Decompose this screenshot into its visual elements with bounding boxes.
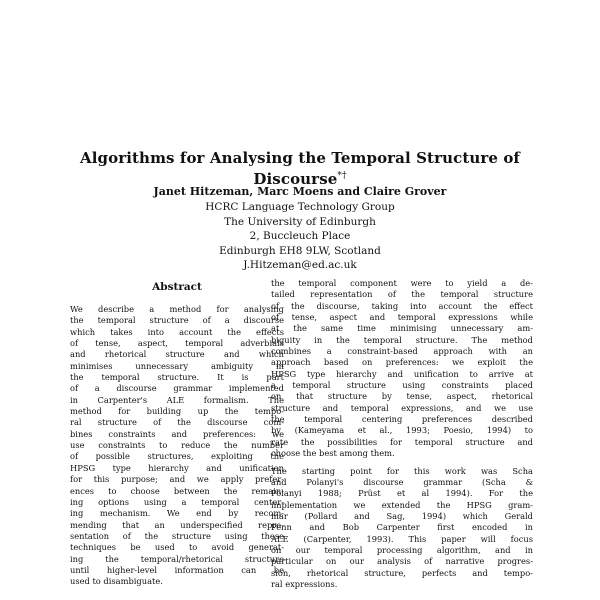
text-line: biguity in the temporal structure. The method: [271, 334, 533, 345]
text-line: the temporal component were to yield a de-: [271, 278, 533, 288]
title-line-2-text: Discourse: [253, 170, 338, 188]
text-line: of the discourse, taking into account the effect: [271, 300, 533, 311]
text-line: HPSG type hierarchy and unification to arrive at: [271, 368, 533, 379]
text-line: The starting point for this work was Scha: [271, 465, 533, 476]
title-footnote-mark: *†: [337, 171, 347, 181]
affiliation-block: [40, 200, 560, 273]
title-line-1: Algorithms for Analysing the Temporal Structure of: [80, 149, 520, 167]
affiliation-line: 2, Buccleuch Place: [249, 230, 351, 242]
text-line: Penn and Bob Carpenter first encoded in: [271, 522, 533, 533]
text-line: rate the possibilities for temporal structure and: [271, 436, 533, 447]
text-line: sion, rhetorical structure, perfects and tempo-: [271, 567, 533, 578]
text-line: on our temporal processing algorithm, and in: [271, 544, 533, 555]
text-line: a temporal structure using constraints placed: [271, 380, 533, 391]
text-line: in Carpenter's ALE formalism. The: [70, 394, 284, 405]
abstract-body: [70, 304, 284, 588]
affiliation-line: Edinburgh EH8 9LW, Scotland: [219, 244, 381, 257]
text-line: of possible structures, exploiting the: [70, 451, 284, 462]
text-line: on that structure by tense, aspect, rhetorical: [271, 391, 533, 402]
text-line: ral structure of the discourse com-: [70, 417, 284, 428]
introduction-body: [271, 278, 533, 590]
text-line: ALE (Carpenter, 1993). This paper will focus: [271, 533, 533, 544]
text-line: at the same time minimising unnecessary am-: [271, 323, 533, 334]
text-line: bines constraints and preferences: we: [70, 428, 284, 439]
text-line: of a discourse grammar implemented: [70, 383, 284, 394]
affiliation-line: The University of Edinburgh: [224, 215, 376, 228]
text-line: combines a constraint-based approach with an: [271, 346, 533, 357]
text-line: structure and temporal expressions, and we use: [271, 402, 533, 413]
text-line: ral expressions.: [271, 578, 338, 589]
text-line: sentation of the structure using these: [70, 530, 284, 541]
text-line: until higher-level information can be: [70, 564, 284, 575]
text-line: and rhetorical structure and which: [70, 349, 284, 360]
text-line: of tense, aspect and temporal expressions while: [271, 312, 533, 323]
text-line: the temporal structure of a discourse: [70, 315, 284, 326]
author-list: Janet Hitzeman, Marc Moens and Claire Grover: [153, 185, 447, 198]
text-line: mar (Pollard and Sag, 1994) which Gerald: [271, 510, 533, 521]
text-line: method for building up the tempo-: [70, 406, 284, 417]
text-line: choose the best among them.: [271, 448, 395, 459]
text-line: approach based on preferences: we exploit the: [271, 357, 533, 368]
text-line: tailed representation of the temporal structure: [271, 289, 533, 300]
text-line: mending that an underspecified repre-: [70, 519, 284, 530]
text-line: minimises unnecessary ambiguity in: [70, 360, 284, 371]
text-line: techniques be used to avoid generat-: [70, 542, 284, 553]
text-line: and Polanyi's discourse grammar (Scha &: [271, 476, 533, 487]
text-line: for this purpose; and we apply prefer-: [70, 474, 284, 485]
author-email: J.Hitzeman@ed.ac.uk: [243, 259, 357, 271]
text-line: by (Kameyama et al., 1993; Poesio, 1994) to: [271, 425, 533, 436]
paper-title: [40, 149, 560, 188]
text-line: particular on our analysis of narrative progres-: [271, 556, 533, 567]
text-line: ences to choose between the remain-: [70, 485, 284, 496]
text-line: Polanyi 1988; Prüst et al 1994). For the: [271, 488, 533, 499]
text-line: the temporal structure. It is part: [70, 372, 284, 383]
text-line: of tense, aspect, temporal adverbials: [70, 338, 284, 349]
text-line: ing mechanism. We end by recom-: [70, 508, 284, 519]
text-line: HPSG type hierarchy and unification: [70, 462, 284, 473]
affiliation-line: HCRC Language Technology Group: [205, 201, 395, 213]
text-line: which takes into account the effects: [70, 326, 284, 337]
text-line: used to disambiguate.: [70, 576, 163, 587]
text-line: We describe a method for analysing: [70, 304, 284, 314]
text-line: use constraints to reduce the number: [70, 440, 284, 451]
text-line: the temporal centering preferences described: [271, 414, 533, 425]
abstract-heading: Abstract: [152, 281, 202, 293]
text-line: ing the temporal/rhetorical structure: [70, 553, 284, 564]
text-line: ing options using a temporal center-: [70, 496, 284, 507]
text-line: implementation we extended the HPSG gram-: [271, 499, 533, 510]
